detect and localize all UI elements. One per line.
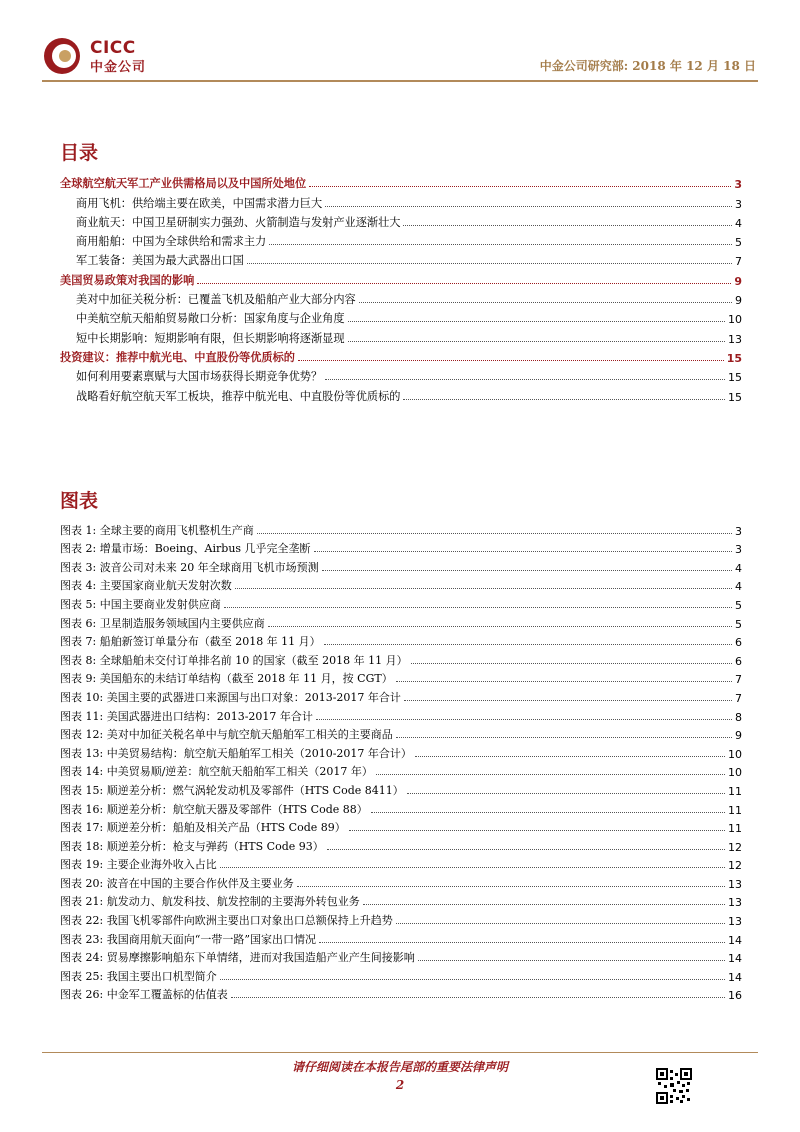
entry-title: 图表 3: 波音公司对未来 20 年全球商用飞机市场预测 bbox=[60, 560, 319, 574]
figure-list-entry[interactable] bbox=[60, 984, 742, 1003]
entry-title: 图表 18: 顺逆差分析：枪支与弹药（HTS Code 93） bbox=[60, 839, 324, 853]
figure-list-entry[interactable] bbox=[60, 575, 742, 594]
entry-title: 图表 11: 美国武器进出口结构：2013-2017 年合计 bbox=[60, 709, 313, 723]
table-of-contents bbox=[60, 172, 742, 404]
figure-list-entry[interactable] bbox=[60, 631, 742, 650]
list-of-figures bbox=[60, 519, 742, 1002]
dot-leader bbox=[376, 774, 725, 775]
entry-page-number: 8 bbox=[735, 710, 742, 724]
footer-divider bbox=[42, 1052, 758, 1053]
entry-title: 图表 24: 贸易摩擦影响船东下单情绪，进而对我国造船产业产生间接影响 bbox=[60, 951, 415, 965]
dot-leader bbox=[247, 263, 732, 264]
entry-title: 图表 14: 中美贸易顺/逆差：航空航天船舶军工相关（2017 年） bbox=[60, 765, 373, 779]
figure-list-entry[interactable] bbox=[60, 593, 742, 612]
entry-title: 如何利用要素禀赋与大国市场获得长期竞争优势？ bbox=[76, 370, 323, 384]
figure-list-entry[interactable] bbox=[60, 686, 742, 705]
entry-page-number: 4 bbox=[735, 580, 742, 594]
dot-leader bbox=[327, 849, 725, 850]
toc-subsection-entry[interactable] bbox=[60, 230, 742, 249]
entry-title: 图表 8: 全球船舶未交付订单排名前 10 的国家（截至 2018 年 11 月） bbox=[60, 653, 408, 667]
entry-page-number: 3 bbox=[735, 543, 742, 557]
entry-title: 图表 21: 航发动力、航发科技、航发控制的主要海外转包业务 bbox=[60, 895, 360, 909]
entry-title: 全球航空航天军工产业供需格局以及中国所处地位 bbox=[60, 176, 307, 191]
entry-title: 图表 13: 中美贸易结构：航空航天船舶军工相关（2010-2017 年合计） bbox=[60, 746, 412, 760]
entry-page-number: 6 bbox=[735, 654, 742, 668]
entry-page-number: 7 bbox=[735, 673, 742, 687]
dot-leader bbox=[403, 225, 732, 226]
figure-list-entry[interactable] bbox=[60, 947, 742, 966]
dot-leader bbox=[298, 360, 724, 361]
dot-leader bbox=[220, 867, 725, 868]
entry-title: 美国贸易政策对我国的影响 bbox=[60, 272, 195, 287]
entry-title: 图表 5: 中国主要商业发射供应商 bbox=[60, 597, 221, 611]
dot-leader bbox=[268, 626, 732, 627]
dot-leader bbox=[359, 302, 732, 303]
toc-subsection-entry[interactable] bbox=[60, 307, 742, 326]
figure-list-entry[interactable] bbox=[60, 817, 742, 836]
entry-title: 图表 17: 顺逆差分析：船舶及相关产品（HTS Code 89） bbox=[60, 821, 346, 835]
toc-subsection-entry[interactable] bbox=[60, 384, 742, 403]
toc-subsection-entry[interactable] bbox=[60, 288, 742, 307]
figure-list-entry[interactable] bbox=[60, 724, 742, 743]
entry-page-number: 5 bbox=[735, 617, 742, 631]
dot-leader bbox=[403, 399, 725, 400]
dot-leader bbox=[363, 904, 725, 905]
figure-list-entry[interactable] bbox=[60, 835, 742, 854]
entry-page-number: 13 bbox=[728, 332, 742, 346]
figure-list-entry[interactable] bbox=[60, 909, 742, 928]
dot-leader bbox=[348, 341, 725, 342]
toc-subsection-entry[interactable] bbox=[60, 365, 742, 384]
entry-title: 商业航天：中国卫星研制实力强劲、火箭制造与发射产业逐渐壮大 bbox=[76, 215, 401, 229]
entry-title: 图表 15: 顺逆差分析：燃气涡轮发动机及零部件（HTS Code 8411） bbox=[60, 783, 404, 797]
entry-page-number: 13 bbox=[728, 877, 742, 891]
figure-list-entry[interactable] bbox=[60, 965, 742, 984]
dot-leader bbox=[235, 588, 732, 589]
figure-list-entry[interactable] bbox=[60, 891, 742, 910]
figure-list-entry[interactable] bbox=[60, 928, 742, 947]
entry-page-number: 16 bbox=[728, 989, 742, 1003]
entry-page-number: 5 bbox=[735, 598, 742, 612]
figure-list-entry[interactable] bbox=[60, 668, 742, 687]
entry-title: 图表 6: 卫星制造服务领域国内主要供应商 bbox=[60, 616, 265, 630]
toc-subsection-entry[interactable] bbox=[60, 191, 742, 210]
entry-title: 图表 10: 美国主要的武器进口来源国与出口对象：2013-2017 年合计 bbox=[60, 690, 401, 704]
entry-title: 图表 7: 船舶新签订单量分布（截至 2018 年 11 月） bbox=[60, 635, 321, 649]
figure-list-entry[interactable] bbox=[60, 761, 742, 780]
brand-name-en: CICC bbox=[90, 38, 136, 58]
entry-title: 商用船舶：中国为全球供给和需求主力 bbox=[76, 235, 267, 249]
entry-title: 图表 9: 美国船东的未结订单结构（截至 2018 年 11 月，按 CGT） bbox=[60, 672, 393, 686]
cicc-logo-icon bbox=[42, 36, 82, 76]
entry-page-number: 11 bbox=[728, 822, 742, 836]
toc-subsection-entry[interactable] bbox=[60, 211, 742, 230]
entry-page-number: 5 bbox=[735, 236, 742, 250]
entry-page-number: 7 bbox=[735, 691, 742, 705]
figures-title: 图表 bbox=[60, 490, 99, 512]
dot-leader bbox=[371, 812, 725, 813]
entry-title: 美对中加征关税分析：已覆盖飞机及船舶产业大部分内容 bbox=[76, 293, 356, 307]
dot-leader bbox=[396, 681, 732, 682]
toc-title: 目录 bbox=[60, 142, 99, 164]
report-date-line: 中金公司研究部: 2018 年 12 月 18 日 bbox=[539, 59, 756, 73]
qr-code-icon bbox=[656, 1068, 692, 1104]
entry-title: 图表 2: 增量市场：Boeing、Airbus 几乎完全垄断 bbox=[60, 542, 311, 556]
dot-leader bbox=[231, 997, 725, 998]
entry-title: 图表 26: 中金军工覆盖标的估值表 bbox=[60, 988, 228, 1002]
dot-leader bbox=[349, 830, 725, 831]
entry-title: 图表 4: 主要国家商业航天发射次数 bbox=[60, 579, 232, 593]
dot-leader bbox=[257, 533, 732, 534]
dot-leader bbox=[224, 607, 732, 608]
entry-title: 图表 19: 主要企业海外收入占比 bbox=[60, 858, 217, 872]
dot-leader bbox=[197, 283, 731, 284]
entry-title: 短中长期影响：短期影响有限，但长期影响将逐渐显现 bbox=[76, 331, 345, 345]
dot-leader bbox=[322, 570, 732, 571]
entry-title: 战略看好航空航天军工板块，推荐中航光电、中直股份等优质标的 bbox=[76, 389, 401, 403]
toc-section-entry[interactable] bbox=[60, 172, 742, 191]
entry-title: 中美航空航天船舶贸易敞口分析：国家角度与企业角度 bbox=[76, 312, 345, 326]
entry-page-number: 11 bbox=[728, 803, 742, 817]
entry-page-number: 10 bbox=[728, 747, 742, 761]
entry-page-number: 4 bbox=[735, 216, 742, 230]
legal-disclaimer: 请仔细阅读在本报告尾部的重要法律声明 bbox=[291, 1060, 508, 1074]
brand-name-cn: 中金公司 bbox=[90, 60, 147, 75]
dot-leader bbox=[407, 793, 725, 794]
entry-page-number: 4 bbox=[735, 561, 742, 575]
dot-leader bbox=[269, 244, 732, 245]
entry-page-number: 9 bbox=[734, 274, 742, 288]
entry-page-number: 14 bbox=[728, 933, 742, 947]
entry-page-number: 6 bbox=[735, 636, 742, 650]
toc-section-entry[interactable] bbox=[60, 268, 742, 287]
figure-list-entry[interactable] bbox=[60, 649, 742, 668]
dot-leader bbox=[309, 186, 731, 187]
dot-leader bbox=[325, 379, 725, 380]
dot-leader bbox=[220, 979, 725, 980]
entry-page-number: 10 bbox=[728, 313, 742, 327]
dot-leader bbox=[415, 756, 725, 757]
entry-page-number: 14 bbox=[728, 970, 742, 984]
dot-leader bbox=[325, 206, 732, 207]
entry-title: 商用飞机：供给端主要在欧美，中国需求潜力巨大 bbox=[76, 196, 323, 210]
entry-page-number: 9 bbox=[735, 729, 742, 743]
entry-title: 军工装备：美国为最大武器出口国 bbox=[76, 254, 244, 268]
entry-page-number: 14 bbox=[728, 952, 742, 966]
figure-list-entry[interactable] bbox=[60, 854, 742, 873]
figure-list-entry[interactable] bbox=[60, 742, 742, 761]
dot-leader bbox=[396, 923, 725, 924]
entry-title: 图表 12: 美对中加征关税名单中与航空航天船舶军工相关的主要商品 bbox=[60, 728, 393, 742]
entry-page-number: 12 bbox=[728, 840, 742, 854]
toc-section-entry[interactable] bbox=[60, 346, 742, 365]
entry-title: 投资建议：推荐中航光电、中直股份等优质标的 bbox=[60, 349, 295, 364]
entry-page-number: 11 bbox=[728, 784, 742, 798]
figure-list-entry[interactable] bbox=[60, 556, 742, 575]
entry-title: 图表 22: 我国飞机零部件向欧洲主要出口对象出口总额保持上升趋势 bbox=[60, 914, 393, 928]
page-number: 2 bbox=[395, 1078, 405, 1092]
toc-subsection-entry[interactable] bbox=[60, 249, 742, 268]
entry-page-number: 12 bbox=[728, 859, 742, 873]
dot-leader bbox=[314, 551, 732, 552]
toc-subsection-entry[interactable] bbox=[60, 326, 742, 345]
entry-title: 图表 20: 波音在中国的主要合作伙伴及主要业务 bbox=[60, 876, 294, 890]
entry-page-number: 10 bbox=[728, 766, 742, 780]
entry-page-number: 15 bbox=[726, 351, 742, 365]
page-header bbox=[0, 0, 800, 80]
dot-leader bbox=[324, 644, 732, 645]
dot-leader bbox=[411, 663, 732, 664]
figure-list-entry[interactable] bbox=[60, 519, 742, 538]
figure-list-entry[interactable] bbox=[60, 612, 742, 631]
entry-page-number: 3 bbox=[735, 524, 742, 538]
dot-leader bbox=[348, 321, 725, 322]
entry-page-number: 13 bbox=[728, 915, 742, 929]
entry-page-number: 15 bbox=[728, 371, 742, 385]
entry-title: 图表 23: 我国商用航天面向“一带一路”国家出口情况 bbox=[60, 932, 316, 946]
figure-list-entry[interactable] bbox=[60, 872, 742, 891]
entry-page-number: 3 bbox=[735, 197, 742, 211]
dot-leader bbox=[396, 737, 732, 738]
dot-leader bbox=[404, 700, 732, 701]
entry-page-number: 13 bbox=[728, 896, 742, 910]
entry-page-number: 15 bbox=[728, 390, 742, 404]
figure-list-entry[interactable] bbox=[60, 538, 742, 557]
figure-list-entry[interactable] bbox=[60, 705, 742, 724]
figure-list-entry[interactable] bbox=[60, 798, 742, 817]
entry-page-number: 9 bbox=[735, 294, 742, 308]
entry-page-number: 7 bbox=[735, 255, 742, 269]
dot-leader bbox=[418, 960, 725, 961]
header-divider bbox=[42, 80, 758, 82]
entry-page-number: 3 bbox=[734, 178, 742, 192]
entry-title: 图表 25: 我国主要出口机型简介 bbox=[60, 969, 217, 983]
entry-title: 图表 16: 顺逆差分析：航空航天器及零部件（HTS Code 88） bbox=[60, 802, 368, 816]
entry-title: 图表 1: 全球主要的商用飞机整机生产商 bbox=[60, 523, 254, 537]
figure-list-entry[interactable] bbox=[60, 779, 742, 798]
dot-leader bbox=[297, 886, 725, 887]
dot-leader bbox=[319, 942, 725, 943]
dot-leader bbox=[316, 719, 732, 720]
